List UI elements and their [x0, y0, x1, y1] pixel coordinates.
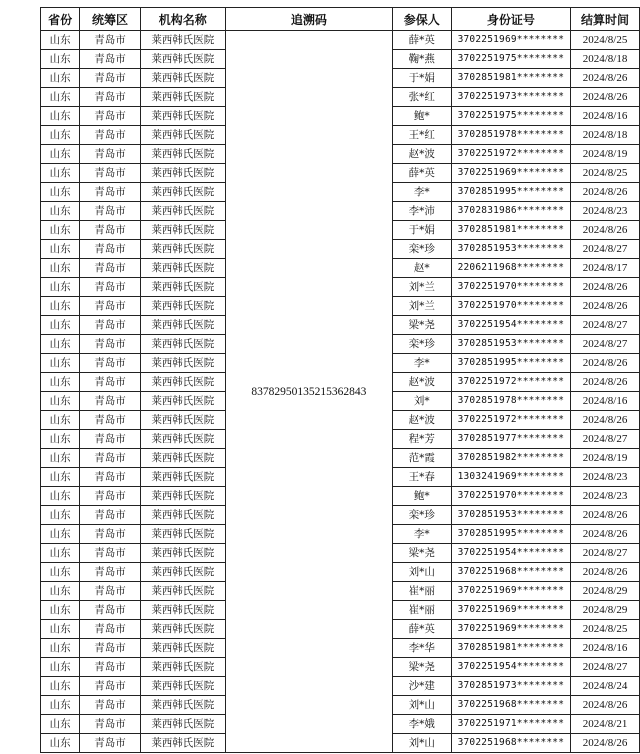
cell-settlement-time: 2024/8/25	[571, 620, 640, 639]
cell-id-number: 3702251969********	[451, 164, 570, 183]
cell-province: 山东	[41, 544, 80, 563]
cell-institution: 莱西韩氏医院	[140, 715, 225, 734]
cell-settlement-time: 2024/8/26	[571, 563, 640, 582]
cell-district: 青岛市	[80, 240, 141, 259]
cell-insured-person: 刘*山	[392, 696, 451, 715]
cell-province: 山东	[41, 563, 80, 582]
cell-settlement-time: 2024/8/25	[571, 31, 640, 50]
cell-insured-person: 于*娟	[392, 221, 451, 240]
cell-institution: 莱西韩氏医院	[140, 582, 225, 601]
cell-institution: 莱西韩氏医院	[140, 69, 225, 88]
cell-settlement-time: 2024/8/23	[571, 487, 640, 506]
cell-district: 青岛市	[80, 696, 141, 715]
cell-id-number: 3702251954********	[451, 658, 570, 677]
cell-insured-person: 王*红	[392, 126, 451, 145]
cell-institution: 莱西韩氏医院	[140, 259, 225, 278]
cell-district: 青岛市	[80, 183, 141, 202]
cell-id-number: 3702251969********	[451, 582, 570, 601]
cell-district: 青岛市	[80, 715, 141, 734]
cell-id-number: 1303241969********	[451, 468, 570, 487]
cell-insured-person: 刘*	[392, 392, 451, 411]
cell-province: 山东	[41, 354, 80, 373]
cell-district: 青岛市	[80, 31, 141, 50]
cell-institution: 莱西韩氏医院	[140, 601, 225, 620]
cell-settlement-time: 2024/8/29	[571, 601, 640, 620]
header-insured-person: 参保人	[392, 8, 451, 31]
cell-settlement-time: 2024/8/26	[571, 506, 640, 525]
cell-id-number: 3702251968********	[451, 563, 570, 582]
cell-province: 山东	[41, 601, 80, 620]
cell-id-number: 3702251975********	[451, 107, 570, 126]
table-header-row	[41, 8, 640, 31]
cell-id-number: 3702851995********	[451, 525, 570, 544]
cell-district: 青岛市	[80, 468, 141, 487]
cell-province: 山东	[41, 506, 80, 525]
cell-settlement-time: 2024/8/26	[571, 354, 640, 373]
cell-province: 山东	[41, 525, 80, 544]
cell-institution: 莱西韩氏医院	[140, 563, 225, 582]
cell-district: 青岛市	[80, 316, 141, 335]
cell-settlement-time: 2024/8/26	[571, 278, 640, 297]
cell-settlement-time: 2024/8/26	[571, 183, 640, 202]
cell-province: 山东	[41, 88, 80, 107]
cell-institution: 莱西韩氏医院	[140, 164, 225, 183]
table-body	[41, 31, 640, 753]
table-row	[41, 31, 640, 50]
cell-settlement-time: 2024/8/29	[571, 582, 640, 601]
header-id-number: 身份证号	[451, 8, 570, 31]
cell-id-number: 3702251972********	[451, 373, 570, 392]
cell-province: 山东	[41, 639, 80, 658]
cell-insured-person: 张*红	[392, 88, 451, 107]
cell-insured-person: 崔*丽	[392, 582, 451, 601]
cell-insured-person: 刘*兰	[392, 297, 451, 316]
cell-district: 青岛市	[80, 582, 141, 601]
cell-district: 青岛市	[80, 145, 141, 164]
cell-province: 山东	[41, 411, 80, 430]
header-district: 统筹区	[80, 8, 141, 31]
cell-district: 青岛市	[80, 734, 141, 753]
cell-id-number: 3702251969********	[451, 601, 570, 620]
cell-settlement-time: 2024/8/27	[571, 430, 640, 449]
cell-district: 青岛市	[80, 50, 141, 69]
header-province: 省份	[41, 8, 80, 31]
cell-district: 青岛市	[80, 373, 141, 392]
cell-insured-person: 鲍*	[392, 487, 451, 506]
cell-settlement-time: 2024/8/18	[571, 50, 640, 69]
cell-institution: 莱西韩氏医院	[140, 449, 225, 468]
cell-id-number: 3702251975********	[451, 50, 570, 69]
cell-institution: 莱西韩氏医院	[140, 487, 225, 506]
cell-province: 山东	[41, 164, 80, 183]
cell-institution: 莱西韩氏医院	[140, 126, 225, 145]
cell-district: 青岛市	[80, 563, 141, 582]
cell-district: 青岛市	[80, 544, 141, 563]
cell-settlement-time: 2024/8/19	[571, 449, 640, 468]
cell-id-number: 3702851995********	[451, 354, 570, 373]
cell-province: 山东	[41, 259, 80, 278]
cell-institution: 莱西韩氏医院	[140, 354, 225, 373]
cell-id-number: 3702251972********	[451, 145, 570, 164]
cell-insured-person: 梁*尧	[392, 544, 451, 563]
cell-institution: 莱西韩氏医院	[140, 734, 225, 753]
cell-settlement-time: 2024/8/26	[571, 734, 640, 753]
cell-settlement-time: 2024/8/26	[571, 221, 640, 240]
cell-insured-person: 沙*建	[392, 677, 451, 696]
cell-settlement-time: 2024/8/27	[571, 240, 640, 259]
cell-id-number: 3702851973********	[451, 677, 570, 696]
cell-id-number: 3702251969********	[451, 31, 570, 50]
cell-settlement-time: 2024/8/16	[571, 639, 640, 658]
cell-settlement-time: 2024/8/27	[571, 335, 640, 354]
cell-district: 青岛市	[80, 202, 141, 221]
cell-institution: 莱西韩氏医院	[140, 107, 225, 126]
cell-institution: 莱西韩氏医院	[140, 202, 225, 221]
cell-institution: 莱西韩氏医院	[140, 620, 225, 639]
cell-settlement-time: 2024/8/19	[571, 145, 640, 164]
cell-province: 山东	[41, 202, 80, 221]
cell-institution: 莱西韩氏医院	[140, 373, 225, 392]
cell-district: 青岛市	[80, 487, 141, 506]
cell-institution: 莱西韩氏医院	[140, 240, 225, 259]
cell-id-number: 3702831986********	[451, 202, 570, 221]
cell-district: 青岛市	[80, 601, 141, 620]
cell-institution: 莱西韩氏医院	[140, 392, 225, 411]
cell-insured-person: 李*	[392, 183, 451, 202]
cell-settlement-time: 2024/8/27	[571, 658, 640, 677]
cell-id-number: 3702851981********	[451, 639, 570, 658]
cell-id-number: 3702251973********	[451, 88, 570, 107]
cell-district: 青岛市	[80, 658, 141, 677]
cell-institution: 莱西韩氏医院	[140, 145, 225, 164]
cell-province: 山东	[41, 677, 80, 696]
cell-district: 青岛市	[80, 639, 141, 658]
cell-settlement-time: 2024/8/17	[571, 259, 640, 278]
cell-province: 山东	[41, 183, 80, 202]
cell-settlement-time: 2024/8/18	[571, 126, 640, 145]
cell-insured-person: 栾*珍	[392, 506, 451, 525]
cell-id-number: 3702251970********	[451, 297, 570, 316]
cell-settlement-time: 2024/8/27	[571, 544, 640, 563]
cell-settlement-time: 2024/8/24	[571, 677, 640, 696]
cell-institution: 莱西韩氏医院	[140, 335, 225, 354]
cell-id-number: 3702851953********	[451, 506, 570, 525]
cell-institution: 莱西韩氏医院	[140, 544, 225, 563]
cell-institution: 莱西韩氏医院	[140, 506, 225, 525]
header-trace-code: 追溯码	[225, 8, 392, 31]
cell-id-number: 3702251968********	[451, 696, 570, 715]
cell-institution: 莱西韩氏医院	[140, 88, 225, 107]
cell-institution: 莱西韩氏医院	[140, 221, 225, 240]
cell-institution: 莱西韩氏医院	[140, 297, 225, 316]
cell-district: 青岛市	[80, 392, 141, 411]
cell-id-number: 3702251972********	[451, 411, 570, 430]
cell-insured-person: 赵*波	[392, 373, 451, 392]
header-institution: 机构名称	[140, 8, 225, 31]
cell-settlement-time: 2024/8/26	[571, 696, 640, 715]
cell-settlement-time: 2024/8/26	[571, 525, 640, 544]
cell-province: 山东	[41, 69, 80, 88]
cell-id-number: 3702851981********	[451, 69, 570, 88]
cell-institution: 莱西韩氏医院	[140, 525, 225, 544]
cell-insured-person: 于*娟	[392, 69, 451, 88]
cell-settlement-time: 2024/8/26	[571, 373, 640, 392]
cell-insured-person: 梁*尧	[392, 316, 451, 335]
cell-province: 山东	[41, 449, 80, 468]
cell-settlement-time: 2024/8/26	[571, 411, 640, 430]
cell-settlement-time: 2024/8/26	[571, 69, 640, 88]
cell-district: 青岛市	[80, 107, 141, 126]
cell-trace-code: 83782950135215362843	[225, 31, 392, 753]
cell-id-number: 3702851978********	[451, 392, 570, 411]
cell-settlement-time: 2024/8/26	[571, 297, 640, 316]
cell-settlement-time: 2024/8/21	[571, 715, 640, 734]
cell-province: 山东	[41, 240, 80, 259]
cell-institution: 莱西韩氏医院	[140, 696, 225, 715]
cell-district: 青岛市	[80, 335, 141, 354]
cell-province: 山东	[41, 487, 80, 506]
cell-insured-person: 赵*波	[392, 411, 451, 430]
cell-province: 山东	[41, 145, 80, 164]
cell-province: 山东	[41, 620, 80, 639]
cell-id-number: 3702851978********	[451, 126, 570, 145]
cell-insured-person: 栾*珍	[392, 335, 451, 354]
cell-province: 山东	[41, 430, 80, 449]
cell-institution: 莱西韩氏医院	[140, 430, 225, 449]
cell-settlement-time: 2024/8/16	[571, 392, 640, 411]
cell-province: 山东	[41, 126, 80, 145]
cell-district: 青岛市	[80, 411, 141, 430]
header-settlement-time: 结算时间	[571, 8, 640, 31]
cell-province: 山东	[41, 31, 80, 50]
cell-insured-person: 崔*丽	[392, 601, 451, 620]
cell-province: 山东	[41, 696, 80, 715]
cell-institution: 莱西韩氏医院	[140, 639, 225, 658]
cell-insured-person: 栾*珍	[392, 240, 451, 259]
cell-district: 青岛市	[80, 69, 141, 88]
cell-district: 青岛市	[80, 164, 141, 183]
cell-province: 山东	[41, 715, 80, 734]
cell-district: 青岛市	[80, 677, 141, 696]
cell-insured-person: 薛*英	[392, 620, 451, 639]
cell-district: 青岛市	[80, 259, 141, 278]
cell-settlement-time: 2024/8/23	[571, 468, 640, 487]
cell-institution: 莱西韩氏医院	[140, 316, 225, 335]
cell-institution: 莱西韩氏医院	[140, 50, 225, 69]
cell-province: 山东	[41, 582, 80, 601]
cell-province: 山东	[41, 373, 80, 392]
cell-insured-person: 王*春	[392, 468, 451, 487]
cell-id-number: 3702851981********	[451, 221, 570, 240]
cell-id-number: 3702851982********	[451, 449, 570, 468]
cell-insured-person: 刘*山	[392, 563, 451, 582]
cell-insured-person: 刘*山	[392, 734, 451, 753]
cell-insured-person: 薛*英	[392, 31, 451, 50]
cell-settlement-time: 2024/8/16	[571, 107, 640, 126]
cell-insured-person: 鞠*燕	[392, 50, 451, 69]
cell-settlement-time: 2024/8/26	[571, 88, 640, 107]
cell-id-number: 3702851977********	[451, 430, 570, 449]
cell-insured-person: 赵*	[392, 259, 451, 278]
cell-province: 山东	[41, 468, 80, 487]
cell-province: 山东	[41, 658, 80, 677]
cell-institution: 莱西韩氏医院	[140, 677, 225, 696]
cell-id-number: 3702251954********	[451, 544, 570, 563]
cell-id-number: 2206211968********	[451, 259, 570, 278]
cell-id-number: 3702851995********	[451, 183, 570, 202]
cell-district: 青岛市	[80, 221, 141, 240]
cell-district: 青岛市	[80, 430, 141, 449]
cell-insured-person: 鲍*	[392, 107, 451, 126]
cell-district: 青岛市	[80, 126, 141, 145]
cell-insured-person: 刘*兰	[392, 278, 451, 297]
cell-district: 青岛市	[80, 449, 141, 468]
cell-institution: 莱西韩氏医院	[140, 183, 225, 202]
cell-district: 青岛市	[80, 354, 141, 373]
cell-id-number: 3702851953********	[451, 240, 570, 259]
cell-insured-person: 李*华	[392, 639, 451, 658]
cell-province: 山东	[41, 734, 80, 753]
cell-province: 山东	[41, 221, 80, 240]
settlement-table	[40, 7, 640, 753]
cell-insured-person: 梁*尧	[392, 658, 451, 677]
cell-province: 山东	[41, 392, 80, 411]
cell-id-number: 3702251969********	[451, 620, 570, 639]
cell-insured-person: 范*霞	[392, 449, 451, 468]
cell-insured-person: 程*芳	[392, 430, 451, 449]
cell-id-number: 3702851953********	[451, 335, 570, 354]
cell-institution: 莱西韩氏医院	[140, 411, 225, 430]
cell-id-number: 3702251968********	[451, 734, 570, 753]
cell-district: 青岛市	[80, 506, 141, 525]
cell-province: 山东	[41, 335, 80, 354]
cell-district: 青岛市	[80, 620, 141, 639]
cell-district: 青岛市	[80, 88, 141, 107]
cell-settlement-time: 2024/8/27	[571, 316, 640, 335]
cell-province: 山东	[41, 107, 80, 126]
cell-province: 山东	[41, 297, 80, 316]
cell-district: 青岛市	[80, 525, 141, 544]
cell-insured-person: 李*沛	[392, 202, 451, 221]
cell-province: 山东	[41, 316, 80, 335]
cell-institution: 莱西韩氏医院	[140, 658, 225, 677]
cell-district: 青岛市	[80, 278, 141, 297]
cell-settlement-time: 2024/8/25	[571, 164, 640, 183]
cell-insured-person: 薛*英	[392, 164, 451, 183]
cell-district: 青岛市	[80, 297, 141, 316]
cell-insured-person: 李*娥	[392, 715, 451, 734]
cell-institution: 莱西韩氏医院	[140, 468, 225, 487]
cell-insured-person: 李*	[392, 354, 451, 373]
cell-institution: 莱西韩氏医院	[140, 31, 225, 50]
cell-province: 山东	[41, 50, 80, 69]
cell-insured-person: 赵*波	[392, 145, 451, 164]
cell-settlement-time: 2024/8/23	[571, 202, 640, 221]
cell-id-number: 3702251970********	[451, 278, 570, 297]
cell-province: 山东	[41, 278, 80, 297]
cell-institution: 莱西韩氏医院	[140, 278, 225, 297]
cell-id-number: 3702251954********	[451, 316, 570, 335]
cell-id-number: 3702251970********	[451, 487, 570, 506]
cell-insured-person: 李*	[392, 525, 451, 544]
cell-id-number: 3702251971********	[451, 715, 570, 734]
